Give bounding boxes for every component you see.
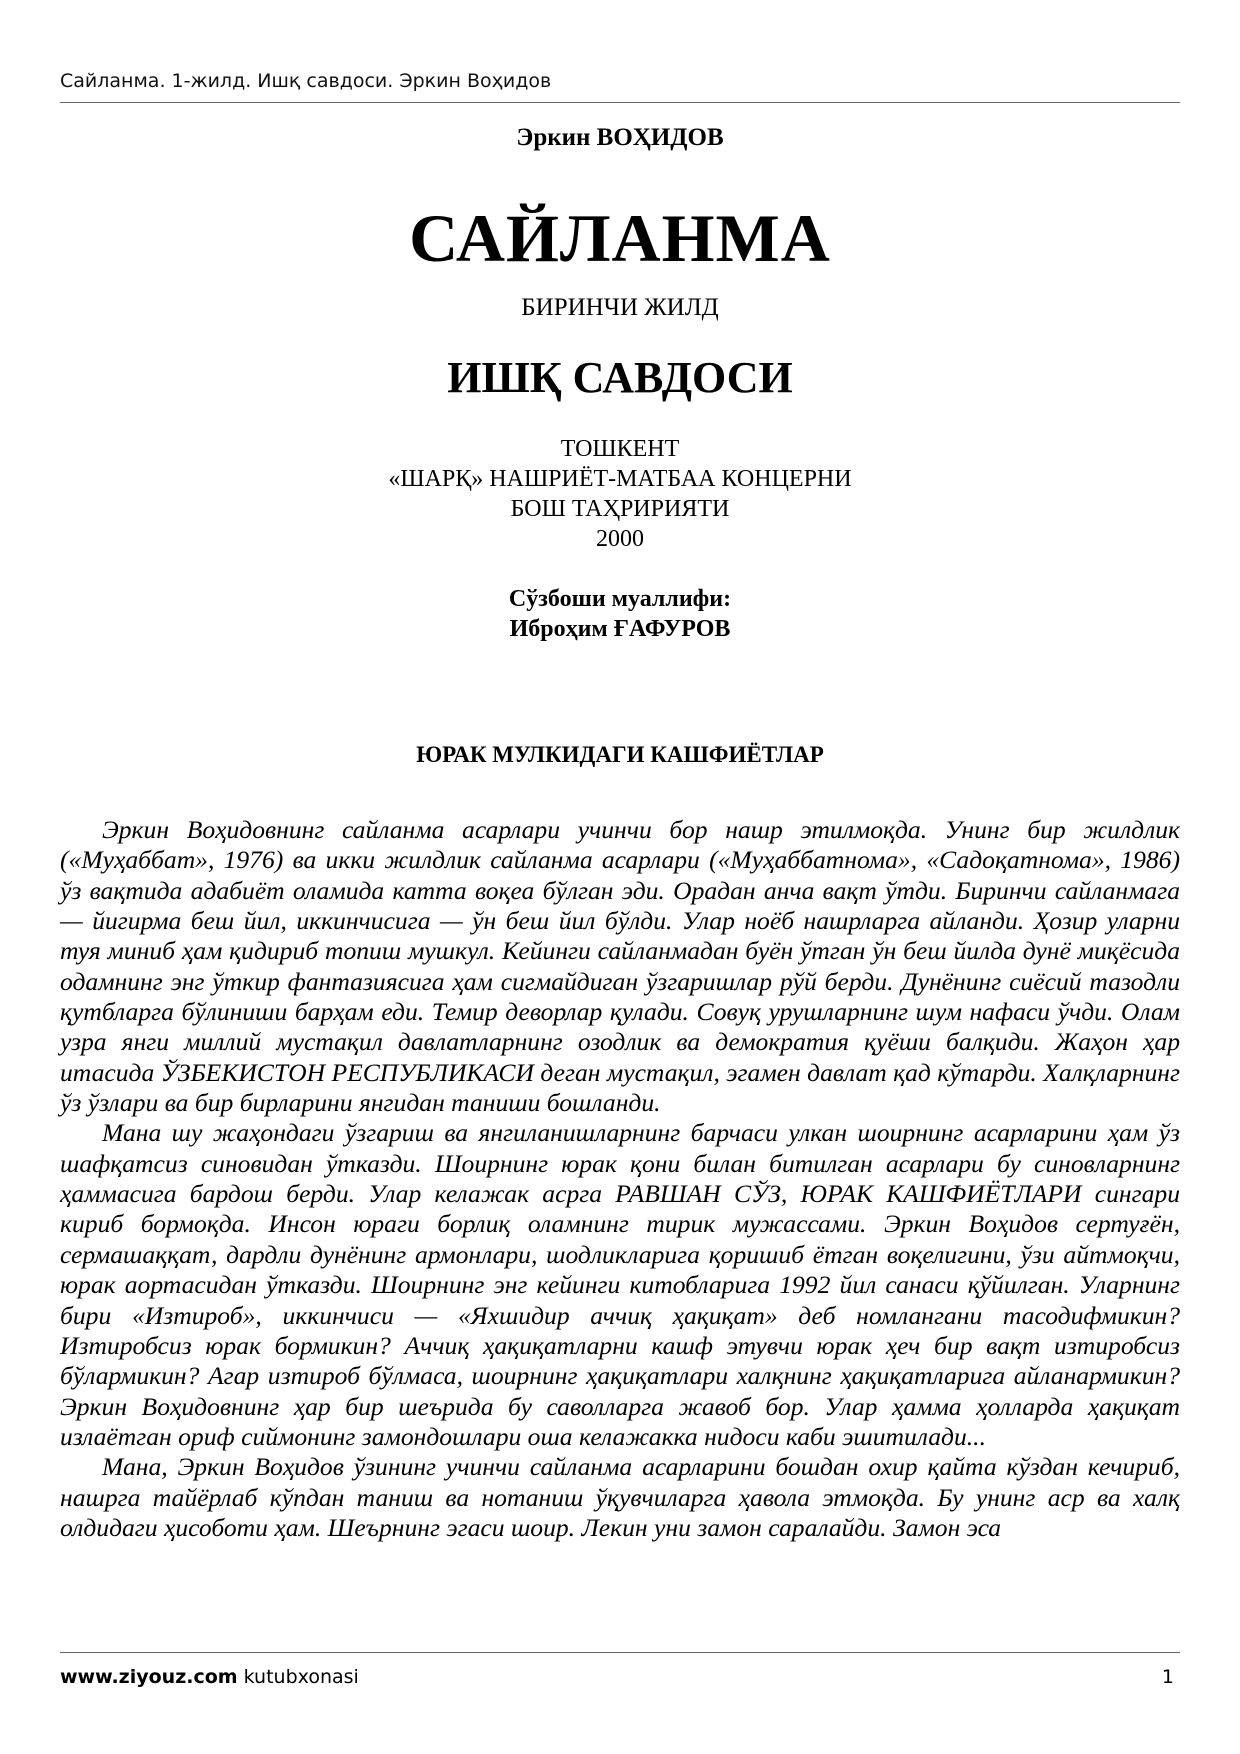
footer-site-link[interactable]: www.ziyouz.com	[60, 1666, 238, 1688]
book-title: САЙЛАНМА	[409, 200, 831, 276]
imprint-city: ТОШКЕНТ	[560, 436, 680, 462]
article-body	[60, 815, 1180, 1543]
author-name: Эркин ВОҲИДОВ	[516, 124, 724, 151]
title-page	[60, 122, 1180, 770]
running-header: Сайланма. 1-жилд. Ишқ савдоси. Эркин Воҳидов	[60, 70, 552, 92]
footer-divider	[60, 1652, 1180, 1653]
header-divider	[60, 102, 1180, 103]
paragraph: Мана шу жаҳондаги ўзгариш ва янгиланишларнинг барчаси улкан шоирнинг асарларини ҳам ўз шафқатсиз синовидан ўтказди. Шоирнинг юрак қони билан битилган асарлари бу синовларнинг ҳаммасига бардош берди. Улар келажак асрга РАВШАН СЎЗ, ЮРАК КАШФИЁТЛАРИ сингари кириб бормоқда. Инсон юраги борлиқ оламнинг тирик мужассами. Эркин Воҳидов сертуғён, сермашаққат, дардли дунёнинг армонлари, шодликларига қоришиб ётган воқелигини, ўзи айтмоқчи, юрак аортасидан ўтказди. Шоирнинг энг кейинги китобларига 1992 йил санаси қўйилган. Уларнинг бири «Изтироб», иккинчиси — «Яхшидир аччиқ ҳақиқат» деб номлангани тасодифмикин? Изтиробсиз юрак бормикин? Аччиқ ҳақиқатларни кашф этувчи юрак ҳеч бир вақт изтиробсиз бўлармикин? Агар изтироб бўлмаса, шоирнинг ҳақиқатлари халқнинг ҳақиқатларига айланармикин? Эркин Воҳидовнинг ҳар бир шеърида бу саволларга жавоб бор. Улар ҳамма ҳолларда ҳақиқат излаётган ориф сиймонинг замондошлари оша келажакка нидоси каби эшитилади...	[60, 1118, 1180, 1451]
paragraph: Эркин Воҳидовнинг сайланма асарлари учинчи бор нашр этилмоқда. Унинг бир жилдлик («Муҳаббат», 1976) ва икки жилдлик сайланма асарлари («Муҳаббатнома», «Садоқатнома», 1986) ўз вақтида адабиёт оламида катта воқеа бўлган эди. Орадан анча вақт ўтди. Биринчи сайланмага — йигирма беш йил, иккинчисига — ўн беш йил бўлди. Улар ноёб нашрларга айланди. Ҳозир уларни туя миниб ҳам қидириб топиш мушкул. Кейинги сайланмадан буён ўтган ўн беш йилда дунё миқёсида одамнинг энг ўткир фантазиясига ҳам сигмайдиган ўзгаришлар рўй берди. Дунёнинг сиёсий тазодли қутбларга бўлиниши барҳам еди. Темир деворлар қулади. Совуқ урушларнинг шум нафаси ўчди. Олам узра янги миллий мустақил давлатларнинг озодлик ва демократия қуёши балқиди. Жаҳон ҳар итасида ЎЗБЕКИСТОН РЕСПУБЛИКАСИ деган мустақил, эгамен давлат қад кўтарди. Халқларнинг ўз ўзлари ва бир бирларини янгидан таниши бошланди.	[60, 815, 1180, 1118]
imprint-publisher: «ШАРҚ» НАШРИЁТ-МАТБАА КОНЦЕРНИ	[388, 466, 852, 492]
page-number: 1	[1161, 1666, 1174, 1688]
preface-author: Иброҳим ҒАФУРОВ	[509, 616, 731, 642]
preface-credit	[60, 584, 1180, 644]
imprint-year: 2000	[596, 526, 644, 552]
preface-label: Сўзбоши муаллифи:	[508, 586, 732, 612]
imprint	[60, 434, 1180, 554]
footer-library-label: kutubxonasi	[243, 1666, 359, 1688]
paragraph: Мана, Эркин Воҳидов ўзининг учинчи сайланма асарларини бошдан охир қайта кўздан кечириб, нашрга тайёрлаб кўпдан таниш ва нотаниш ўқувчиларга ҳавола этмоқда. Бу унинг аср ва халқ олдидаги ҳисоботи ҳам. Шеърнинг эгаси шоир. Лекин уни замон саралайди. Замон эса	[60, 1452, 1180, 1542]
book-subtitle: ИШҚ САВДОСИ	[447, 353, 793, 402]
footer-source	[60, 1666, 359, 1688]
section-title: ЮРАК МУЛКИДАГИ КАШФИЁТЛАР	[416, 742, 824, 767]
volume-label: БИРИНЧИ ЖИЛД	[521, 294, 719, 321]
imprint-editorial: БОШ ТАҲРИРИЯТИ	[510, 496, 730, 522]
